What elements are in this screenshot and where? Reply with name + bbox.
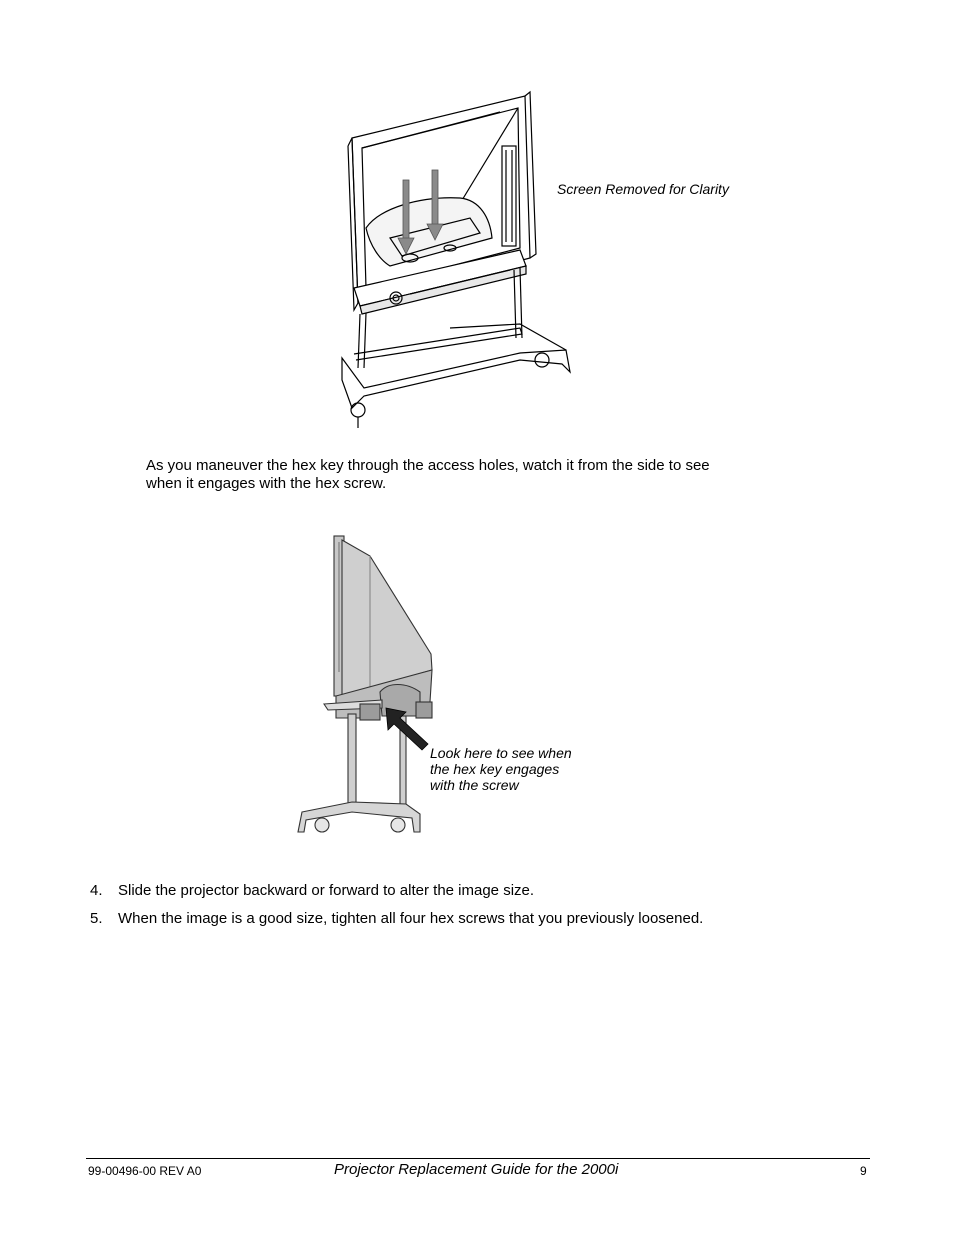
footer-rule bbox=[86, 1158, 870, 1159]
figure2-caption-line-2: the hex key engages bbox=[430, 761, 560, 777]
figure2-caption-line-1: Look here to see when bbox=[430, 745, 572, 761]
step-5 bbox=[90, 910, 850, 928]
step-text: When the image is a good size, tighten all four hex screws that you previously loosened. bbox=[118, 910, 704, 927]
step-text: Slide the projector backward or forward to alter the image size. bbox=[118, 882, 535, 899]
page-number: 9 bbox=[860, 1164, 867, 1178]
figure-cabinet-screen-removed bbox=[330, 88, 580, 433]
footer-title: Projector Replacement Guide for the 2000i bbox=[334, 1161, 619, 1178]
step-number: 5. bbox=[90, 910, 103, 927]
instruction-paragraph-line-2: when it engages with the hex screw. bbox=[146, 475, 387, 492]
instruction-paragraph-line-1: As you maneuver the hex key through the access holes, watch it from the side to see bbox=[146, 457, 710, 474]
footer-doc-number: 99-00496-00 REV A0 bbox=[88, 1164, 202, 1178]
step-number: 4. bbox=[90, 882, 103, 899]
step-4 bbox=[90, 882, 850, 900]
figure2-caption-line-3: with the screw bbox=[430, 777, 519, 793]
figure-cabinet-side-view bbox=[296, 532, 441, 837]
figure1-caption: Screen Removed for Clarity bbox=[557, 181, 729, 197]
